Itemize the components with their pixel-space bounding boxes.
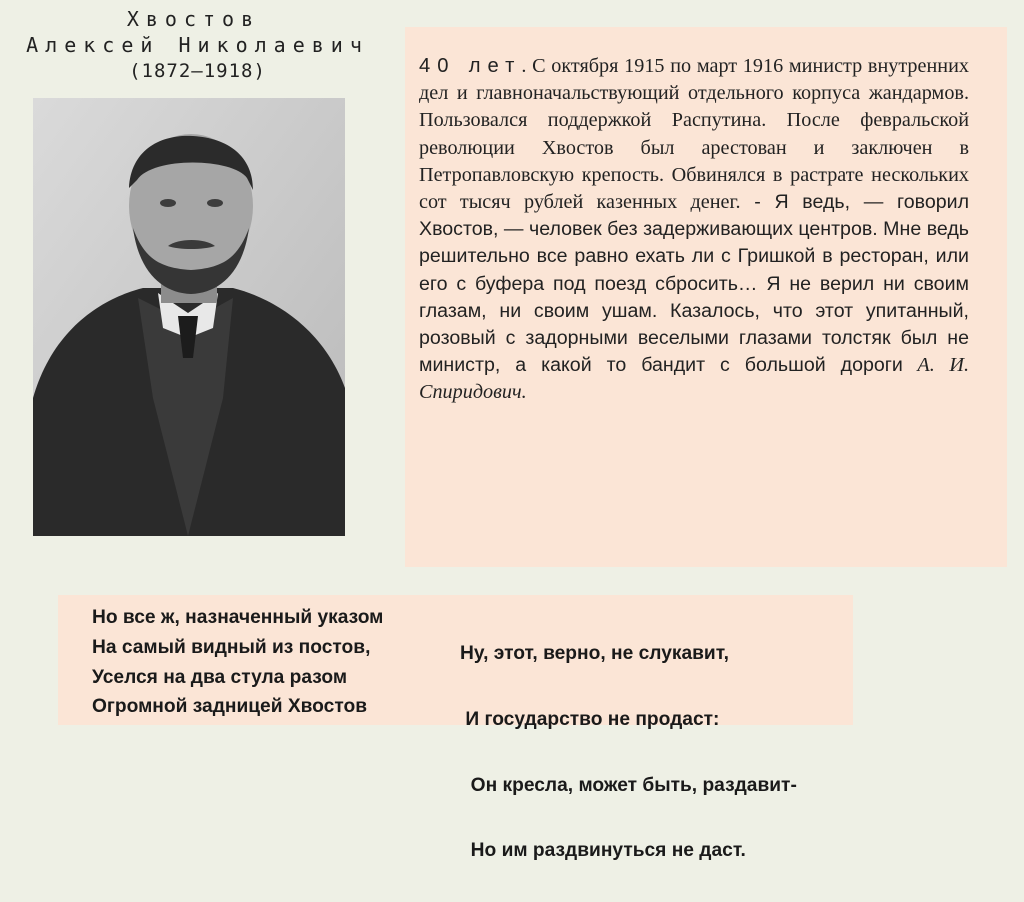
bio-paragraph-sans: - Я ведь, — говорил Хвостов, — человек без задерживающих центров. Мне ведь решительно все равно ехать ли с Гришкой в ресторан, или его с буфера под поезд сбросить… Я не верил ни своим глазам, ни своим ушам. Казалось, что этот упитанный, розовый с задорными веселыми глазами толстяк был не министр, а какой то бандит с большой дороги: [419, 191, 969, 377]
portrait-photo: [33, 98, 345, 536]
poem-line: Ну, этот, верно, не слукавит,: [460, 643, 730, 664]
poem-box: [58, 595, 853, 862]
bio-paragraph-serif: . С октября 1915 по март 1916 министр внутренних дел и главноначальствующий отдельного корпуса жандармов. Пользовался поддержкой Распутина. После февральской революции Хвостов был арестован и заключен в Петропавловскую крепость. Обвинялся в растрате нескольких сот тысяч рублей казенных денег.: [419, 55, 969, 214]
poem-right-column: [460, 603, 828, 902]
bio-text: [419, 53, 969, 407]
bio-author: А. И. Спиридович.: [419, 354, 969, 404]
bio-age-lead: 40 лет: [419, 55, 522, 77]
poem-line: И государство не продаст:: [460, 708, 720, 730]
poem-line: Огромной задницей Хвостов: [92, 696, 367, 718]
poem: [92, 603, 853, 902]
poem-left-column: [92, 603, 460, 902]
title-years: (1872–1918): [129, 60, 266, 82]
poem-line: Но им раздвинуться не даст.: [460, 840, 746, 862]
poem-line: На самый видный из постов,: [92, 636, 371, 658]
poem-line: Уселся на два стула разом: [92, 666, 348, 688]
poem-line: Но все ж, назначенный указом: [92, 607, 384, 628]
title-fullname: Алексей Николаевич: [26, 33, 369, 57]
portrait-illustration: [33, 98, 345, 536]
poem-line: Он кресла, может быть, раздавит-: [460, 774, 797, 796]
bio-box: [405, 27, 1007, 567]
title-block: [0, 6, 395, 84]
title-surname: Хвостов: [126, 7, 261, 31]
